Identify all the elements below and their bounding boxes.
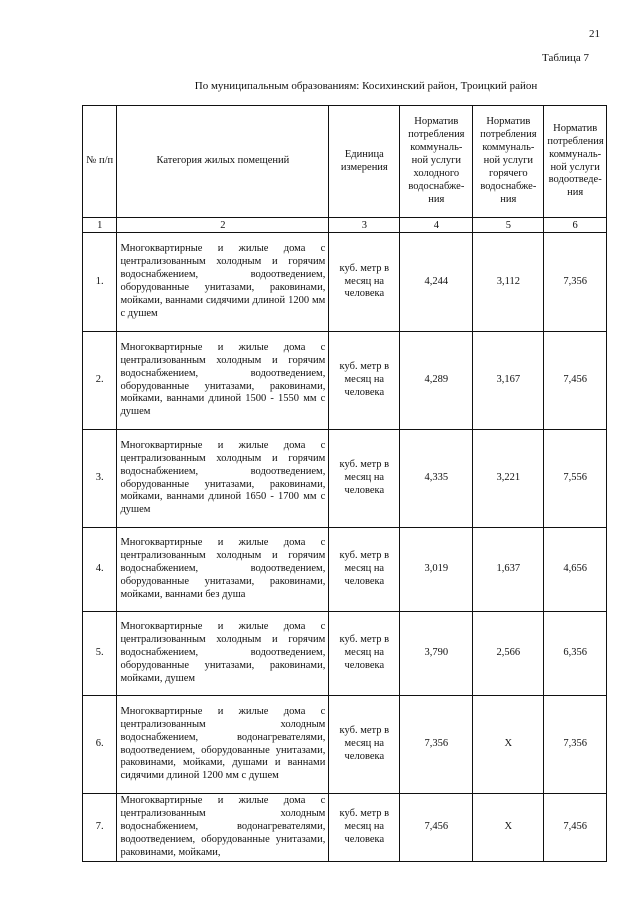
row-drainage: 7,356 [544, 696, 607, 794]
header-unit: Единица измерения [329, 106, 400, 218]
row-hot-water: 3,221 [473, 430, 544, 528]
column-number: 6 [544, 218, 607, 233]
table-row [83, 612, 607, 696]
row-drainage: 4,656 [544, 528, 607, 612]
page-number: 21 [589, 28, 600, 40]
row-number: 3. [83, 430, 117, 528]
row-number: 2. [83, 332, 117, 430]
row-unit: куб. метр в месяц на человека [329, 233, 400, 332]
column-number: 1 [83, 218, 117, 233]
table-row [83, 233, 607, 332]
table-row [83, 332, 607, 430]
row-drainage: 6,356 [544, 612, 607, 696]
row-cold-water: 7,456 [400, 794, 473, 862]
row-cold-water: 4,244 [400, 233, 473, 332]
column-number: 3 [329, 218, 400, 233]
row-number: 7. [83, 794, 117, 862]
header-hot-water: Норматив потребления коммуналь- ной услуги горячего водоснабже- ния [473, 106, 544, 218]
header-drainage: Норматив потребления коммуналь- ной услуги водоотведе- ния [544, 106, 607, 218]
row-cold-water: 4,335 [400, 430, 473, 528]
row-unit: куб. метр в месяц на человека [329, 696, 400, 794]
row-category: Многоквартирные и жилые дома с централизованным холодным и горячим водоснабжением, водоотведением, оборудованные унитазами, раковинами, мойками, ваннами длиной 1650 - 1700 мм с душем [117, 430, 329, 528]
norm-table [82, 105, 607, 862]
row-drainage: 7,556 [544, 430, 607, 528]
row-category: Многоквартирные и жилые дома с централизованным холодным водоснабжением, водонагревателями, водоотведением, оборудованные унитазами, раковинами, мойками, [117, 794, 329, 862]
row-unit: куб. метр в месяц на человека [329, 528, 400, 612]
row-cold-water: 3,790 [400, 612, 473, 696]
row-hot-water: 2,566 [473, 612, 544, 696]
row-category: Многоквартирные и жилые дома с централизованным холодным и горячим водоснабжением, водоотведением, оборудованные унитазами, раковинами, мойками, ваннами сидячими длиной 1200 мм с душем [117, 233, 329, 332]
row-category: Многоквартирные и жилые дома с централизованным холодным водоснабжением, водонагревателями, водоотведением, оборудованные унитазами, раковинами, мойками, душами и ваннами сидячими длиной 1200 мм с душем [117, 696, 329, 794]
row-cold-water: 7,356 [400, 696, 473, 794]
row-hot-water: X [473, 794, 544, 862]
row-unit: куб. метр в месяц на человека [329, 332, 400, 430]
row-number: 1. [83, 233, 117, 332]
table-row [83, 430, 607, 528]
header-category: Категория жилых помещений [117, 106, 329, 218]
column-number-row [83, 218, 607, 233]
row-hot-water: X [473, 696, 544, 794]
header-cold-water: Норматив потребления коммуналь- ной услуги холодного водоснабже- ния [400, 106, 473, 218]
row-category: Многоквартирные и жилые дома с централизованным холодным и горячим водоснабжением, водоотведением, оборудованные унитазами, раковинами, мойками, душем [117, 612, 329, 696]
header-row [83, 106, 607, 218]
row-drainage: 7,456 [544, 332, 607, 430]
table-row [83, 528, 607, 612]
header-number: № п/п [83, 106, 117, 218]
table-row [83, 696, 607, 794]
row-number: 6. [83, 696, 117, 794]
row-hot-water: 1,637 [473, 528, 544, 612]
column-number: 5 [473, 218, 544, 233]
row-category: Многоквартирные и жилые дома с централизованным холодным и горячим водоснабжением, водоотведением, оборудованные унитазами, раковинами, мойками, ваннами длиной 1500 - 1550 мм с душем [117, 332, 329, 430]
column-number: 4 [400, 218, 473, 233]
table-label: Таблица 7 [542, 52, 590, 64]
row-cold-water: 4,289 [400, 332, 473, 430]
row-drainage: 7,456 [544, 794, 607, 862]
row-cold-water: 3,019 [400, 528, 473, 612]
row-number: 4. [83, 528, 117, 612]
column-number: 2 [117, 218, 329, 233]
row-category: Многоквартирные и жилые дома с централизованным холодным и горячим водоснабжением, водоотведением, оборудованные унитазами, раковинами, мойками, ваннами без душа [117, 528, 329, 612]
row-hot-water: 3,112 [473, 233, 544, 332]
row-unit: куб. метр в месяц на человека [329, 430, 400, 528]
row-unit: куб. метр в месяц на человека [329, 794, 400, 862]
row-unit: куб. метр в месяц на человека [329, 612, 400, 696]
row-drainage: 7,356 [544, 233, 607, 332]
table-row [83, 794, 607, 862]
row-number: 5. [83, 612, 117, 696]
row-hot-water: 3,167 [473, 332, 544, 430]
table-caption: По муниципальным образованиям: Косихинский район, Троицкий район [194, 80, 538, 92]
